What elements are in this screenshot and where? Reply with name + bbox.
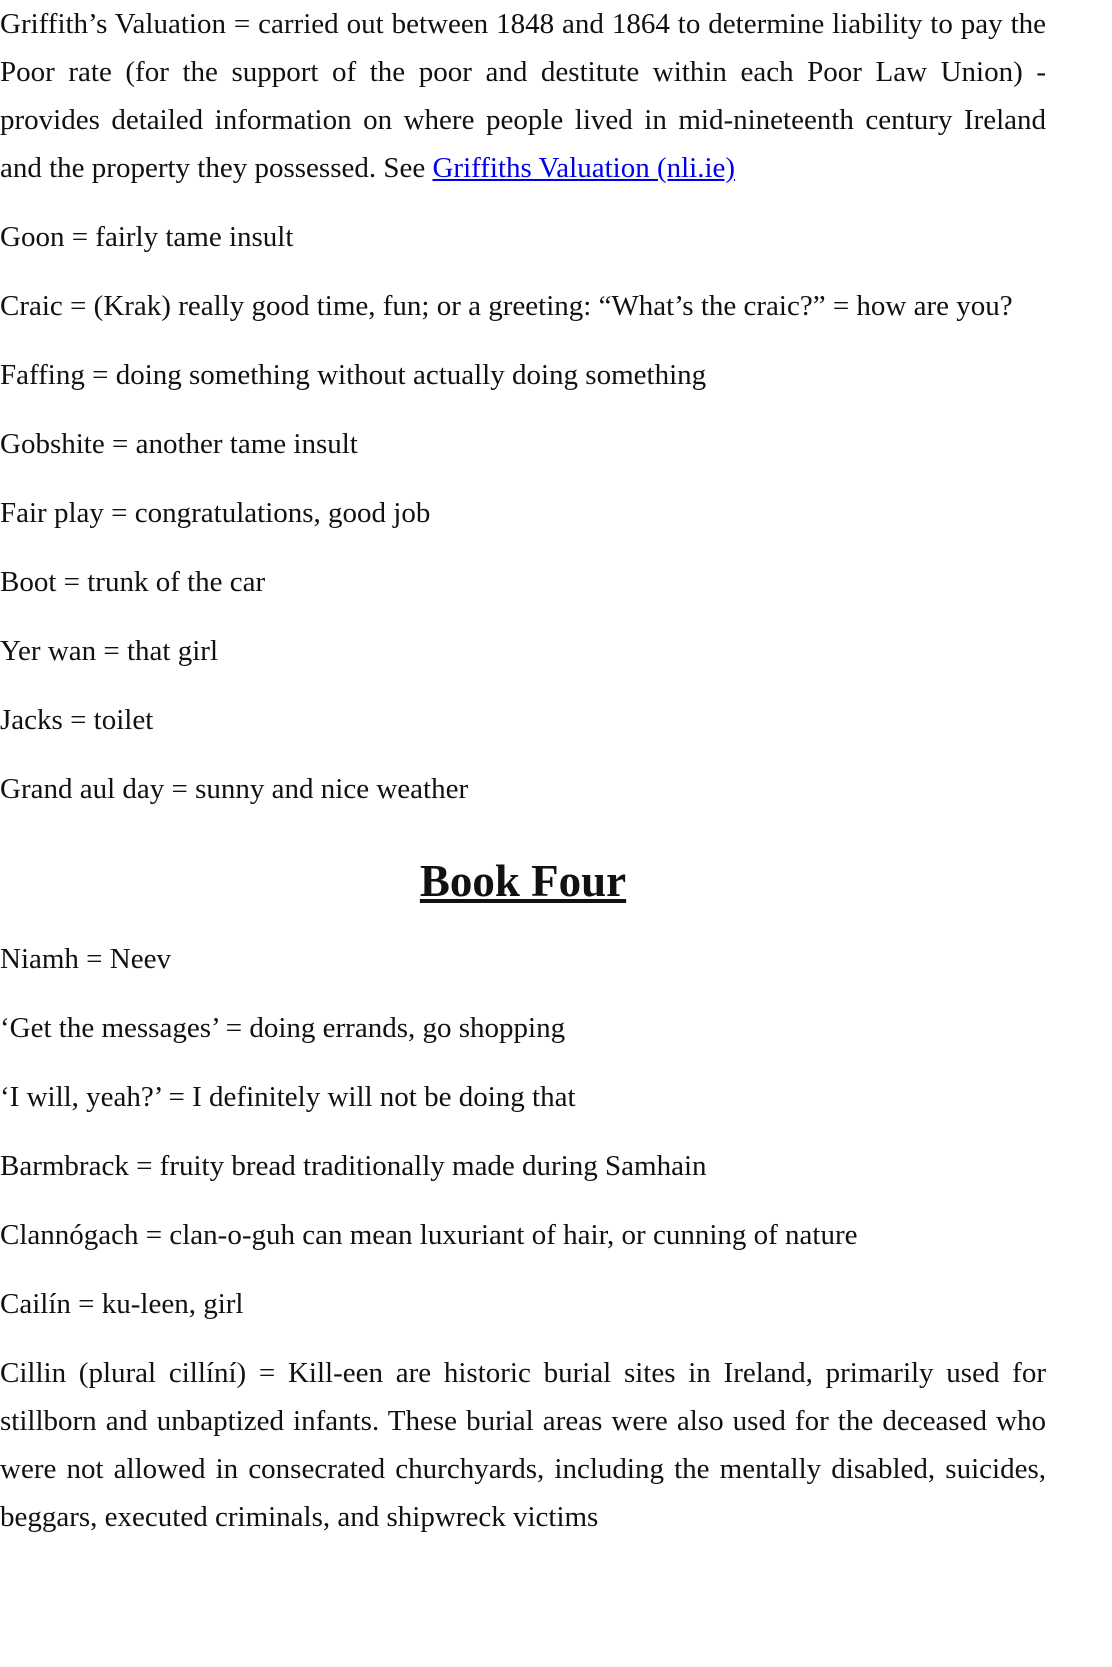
glossary-entry-barmbrack: Barmbrack = fruity bread traditionally made during Samhain [0,1150,707,1182]
glossary-entry-get-the-messages: ‘Get the messages’ = doing errands, go shopping [0,1012,566,1044]
glossary-entry-clannogach: Clannógach = clan-o-guh can mean luxuriant of hair, or cunning of nature [0,1219,858,1251]
glossary-entry-faffing: Faffing = doing something without actually doing something [0,359,707,391]
glossary-entry-grand-aul-day: Grand aul day = sunny and nice weather [0,773,469,805]
glossary-entry-cailin: Cailín = ku-leen, girl [0,1288,244,1320]
griffiths-valuation-text: Griffith’s Valuation = carried out between 1848 and 1864 to determine liability to pay the Poor rate (for the support of the poor and destitute within each Poor Law Union) - provides detailed information on where people lived in mid-nineteenth century Ireland and the property they possessed. See [0,8,1046,184]
glossary-entry-goon: Goon = fairly tame insult [0,221,294,253]
glossary-entry-boot: Boot = trunk of the car [0,566,266,598]
glossary-entry-niamh: Niamh = Neev [0,943,171,975]
griffiths-valuation-paragraph [0,0,1046,192]
glossary-entry-craic: Craic = (Krak) really good time, fun; or a greeting: “What’s the craic?” = how are you? [0,290,1013,322]
glossary-entry-fair-play: Fair play = congratulations, good job [0,497,431,529]
cillin-paragraph: Cillin (plural cillíní) = Kill-een are historic burial sites in Ireland, primarily used for stillborn and unbaptized infants. These burial areas were also used for the deceased who were not allowed in consecrated churchyards, including the mentally disabled, suicides, beggars, executed criminals, and shipwreck victims [0,1357,1046,1533]
glossary-entry-i-will-yeah: ‘I will, yeah?’ = I definitely will not be doing that [0,1081,576,1113]
glossary-entry-yer-wan: Yer wan = that girl [0,635,218,667]
griffiths-valuation-link[interactable]: Griffiths Valuation (nli.ie) [432,152,736,184]
section-heading-book-four: Book Four [419,856,627,906]
glossary-entry-gobshite: Gobshite = another tame insult [0,428,358,460]
glossary-entry-jacks: Jacks = toilet [0,704,154,736]
